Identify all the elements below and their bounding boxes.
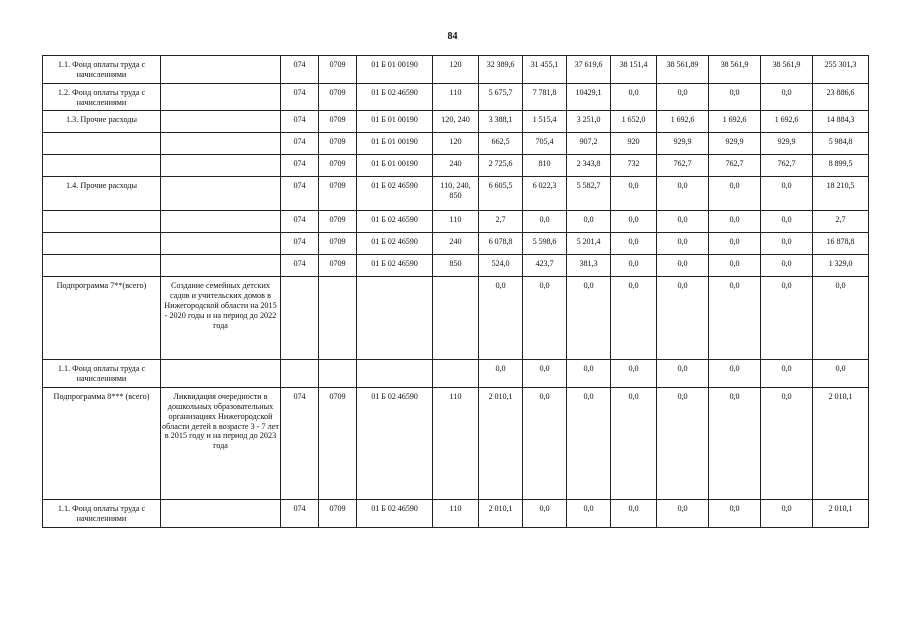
row-name-cell: Подпрограмма 7**(всего)	[43, 277, 161, 360]
year-value-cell: 929,9	[709, 133, 761, 155]
year-value-cell: 0,0	[611, 255, 657, 277]
year-value-cell: 0,0	[567, 500, 611, 528]
year-value-cell: 0,0	[761, 233, 813, 255]
year-value-cell: 0,0	[657, 83, 709, 111]
year-value-cell: 0,0	[657, 500, 709, 528]
expense-type-cell: 110	[433, 500, 479, 528]
target-article-cell	[357, 360, 433, 388]
year-value-cell: 0,0	[761, 500, 813, 528]
row-name-cell	[43, 133, 161, 155]
ministry-code-cell: 074	[281, 56, 319, 84]
ministry-code-cell	[281, 360, 319, 388]
year-value-cell: 0,0	[761, 277, 813, 360]
year-value-cell: 1 692,6	[761, 111, 813, 133]
expense-type-cell: 120	[433, 56, 479, 84]
year-value-cell: 907,2	[567, 133, 611, 155]
section-code-cell: 0709	[319, 56, 357, 84]
year-value-cell: 0,0	[567, 360, 611, 388]
year-value-cell: 2 725,6	[479, 155, 523, 177]
year-value-cell: 0,0	[523, 500, 567, 528]
year-value-cell: 2 010,1	[479, 500, 523, 528]
row-name-cell: 1.3. Прочие расходы	[43, 111, 161, 133]
expense-type-cell: 110, 240, 850	[433, 177, 479, 211]
section-code-cell: 0709	[319, 500, 357, 528]
year-value-cell: 1 652,0	[611, 111, 657, 133]
year-value-cell: 732	[611, 155, 657, 177]
row-description-cell	[161, 83, 281, 111]
year-value-cell: 5 598,6	[523, 233, 567, 255]
target-article-cell: 01 Б 02 46590	[357, 233, 433, 255]
year-value-cell: 6 022,3	[523, 177, 567, 211]
section-code-cell: 0709	[319, 155, 357, 177]
year-value-cell: 0,0	[657, 255, 709, 277]
table-row	[43, 155, 869, 177]
expense-type-cell	[433, 277, 479, 360]
row-name-cell	[43, 255, 161, 277]
row-description-cell	[161, 233, 281, 255]
row-name-cell	[43, 155, 161, 177]
year-value-cell: 0,0	[479, 360, 523, 388]
expense-type-cell: 850	[433, 255, 479, 277]
total-value-cell: 1 329,0	[813, 255, 869, 277]
target-article-cell: 01 Б 01 00190	[357, 133, 433, 155]
year-value-cell: 810	[523, 155, 567, 177]
ministry-code-cell: 074	[281, 111, 319, 133]
row-description-cell: Ликвидация очередности в дошкольных образовательных организациях Нижегородской области детей в возрасте 3 - 7 лет в 2015 году и на период до 2023 года	[161, 388, 281, 500]
row-description-cell	[161, 56, 281, 84]
section-code-cell: 0709	[319, 211, 357, 233]
row-name-cell: 1.2. Фонд оплаты труда с начислениями	[43, 83, 161, 111]
year-value-cell: 0,0	[611, 177, 657, 211]
year-value-cell: 5 201,4	[567, 233, 611, 255]
row-description-cell	[161, 255, 281, 277]
year-value-cell: 1 692,6	[709, 111, 761, 133]
target-article-cell: 01 Б 02 46590	[357, 83, 433, 111]
year-value-cell: 1 692,6	[657, 111, 709, 133]
target-article-cell: 01 Б 02 46590	[357, 177, 433, 211]
year-value-cell: 0,0	[761, 211, 813, 233]
year-value-cell: 38 151,4	[611, 56, 657, 84]
year-value-cell: 762,7	[761, 155, 813, 177]
year-value-cell: 0,0	[709, 255, 761, 277]
expense-type-cell: 120, 240	[433, 111, 479, 133]
table-row	[43, 255, 869, 277]
year-value-cell: 0,0	[709, 83, 761, 111]
year-value-cell: 0,0	[523, 388, 567, 500]
year-value-cell: 0,0	[523, 211, 567, 233]
year-value-cell: 1 515,4	[523, 111, 567, 133]
row-name-cell: 1.4. Прочие расходы	[43, 177, 161, 211]
year-value-cell: 10429,1	[567, 83, 611, 111]
page-number: 84	[447, 31, 458, 42]
year-value-cell: 0,0	[709, 211, 761, 233]
year-value-cell: 2 010,1	[479, 388, 523, 500]
year-value-cell: 920	[611, 133, 657, 155]
year-value-cell: 929,9	[761, 133, 813, 155]
ministry-code-cell	[281, 277, 319, 360]
ministry-code-cell: 074	[281, 211, 319, 233]
section-code-cell: 0709	[319, 177, 357, 211]
ministry-code-cell: 074	[281, 83, 319, 111]
ministry-code-cell: 074	[281, 388, 319, 500]
year-value-cell: 3 388,1	[479, 111, 523, 133]
row-description-cell	[161, 360, 281, 388]
year-value-cell: 0,0	[523, 360, 567, 388]
year-value-cell: 0,0	[761, 388, 813, 500]
total-value-cell: 18 210,5	[813, 177, 869, 211]
total-value-cell: 16 878,8	[813, 233, 869, 255]
year-value-cell: 38 561,9	[761, 56, 813, 84]
year-value-cell: 0,0	[709, 233, 761, 255]
section-code-cell	[319, 277, 357, 360]
expense-type-cell: 110	[433, 211, 479, 233]
year-value-cell: 0,0	[567, 211, 611, 233]
table-row	[43, 388, 869, 500]
year-value-cell: 0,0	[761, 83, 813, 111]
target-article-cell: 01 Б 01 00190	[357, 56, 433, 84]
target-article-cell: 01 Б 02 46590	[357, 388, 433, 500]
year-value-cell: 2 343,8	[567, 155, 611, 177]
year-value-cell: 37 619,6	[567, 56, 611, 84]
year-value-cell: 0,0	[657, 277, 709, 360]
budget-table	[42, 55, 869, 528]
table-row	[43, 111, 869, 133]
year-value-cell: 6 605,5	[479, 177, 523, 211]
row-description-cell	[161, 111, 281, 133]
total-value-cell: 255 301,3	[813, 56, 869, 84]
year-value-cell: 5 675,7	[479, 83, 523, 111]
total-value-cell: 2,7	[813, 211, 869, 233]
ministry-code-cell: 074	[281, 500, 319, 528]
table-row	[43, 177, 869, 211]
section-code-cell: 0709	[319, 255, 357, 277]
section-code-cell	[319, 360, 357, 388]
year-value-cell: 762,7	[657, 155, 709, 177]
total-value-cell: 5 984,8	[813, 133, 869, 155]
expense-type-cell: 110	[433, 388, 479, 500]
table-body	[43, 56, 869, 528]
total-value-cell: 23 886,6	[813, 83, 869, 111]
section-code-cell: 0709	[319, 388, 357, 500]
year-value-cell: 0,0	[709, 388, 761, 500]
year-value-cell: 32 389,6	[479, 56, 523, 84]
target-article-cell: 01 Б 01 00190	[357, 155, 433, 177]
year-value-cell: 0,0	[657, 388, 709, 500]
section-code-cell: 0709	[319, 233, 357, 255]
table-row	[43, 83, 869, 111]
row-name-cell: 1.1. Фонд оплаты труда с начислениями	[43, 360, 161, 388]
table-row	[43, 133, 869, 155]
year-value-cell: 0,0	[709, 277, 761, 360]
section-code-cell: 0709	[319, 83, 357, 111]
row-description-cell	[161, 177, 281, 211]
row-name-cell: Подпрограмма 8*** (всего)	[43, 388, 161, 500]
section-code-cell: 0709	[319, 111, 357, 133]
total-value-cell: 8 899,5	[813, 155, 869, 177]
year-value-cell: 0,0	[657, 177, 709, 211]
row-name-cell: 1.1. Фонд оплаты труда с начислениями	[43, 500, 161, 528]
year-value-cell: 2,7	[479, 211, 523, 233]
table-row	[43, 360, 869, 388]
year-value-cell: 7 781,8	[523, 83, 567, 111]
year-value-cell: 762,7	[709, 155, 761, 177]
year-value-cell: 0,0	[567, 388, 611, 500]
year-value-cell: 0,0	[709, 500, 761, 528]
row-description-cell: Создание семейных детских садов и учительских домов в Нижегородской области на 2015 - 2020 годы и на период до 2022 года	[161, 277, 281, 360]
year-value-cell: 3 251,0	[567, 111, 611, 133]
year-value-cell: 0,0	[611, 500, 657, 528]
row-name-cell	[43, 211, 161, 233]
year-value-cell: 0,0	[611, 277, 657, 360]
year-value-cell: 6 078,8	[479, 233, 523, 255]
row-description-cell	[161, 211, 281, 233]
ministry-code-cell: 074	[281, 177, 319, 211]
target-article-cell	[357, 277, 433, 360]
year-value-cell: 662,5	[479, 133, 523, 155]
expense-type-cell: 240	[433, 233, 479, 255]
total-value-cell: 14 884,3	[813, 111, 869, 133]
year-value-cell: 381,3	[567, 255, 611, 277]
year-value-cell: 5 582,7	[567, 177, 611, 211]
year-value-cell: 38 561,89	[657, 56, 709, 84]
total-value-cell: 0,0	[813, 360, 869, 388]
ministry-code-cell: 074	[281, 255, 319, 277]
year-value-cell: 0,0	[611, 211, 657, 233]
year-value-cell: 423,7	[523, 255, 567, 277]
year-value-cell: 38 561,9	[709, 56, 761, 84]
total-value-cell: 2 010,1	[813, 500, 869, 528]
ministry-code-cell: 074	[281, 155, 319, 177]
table-row	[43, 500, 869, 528]
year-value-cell: 0,0	[611, 360, 657, 388]
table-row	[43, 56, 869, 84]
year-value-cell: 0,0	[761, 255, 813, 277]
expense-type-cell: 240	[433, 155, 479, 177]
year-value-cell: 0,0	[761, 360, 813, 388]
section-code-cell: 0709	[319, 133, 357, 155]
total-value-cell: 2 010,1	[813, 388, 869, 500]
table-row	[43, 233, 869, 255]
year-value-cell: 0,0	[523, 277, 567, 360]
target-article-cell: 01 Б 02 46590	[357, 211, 433, 233]
table-row	[43, 277, 869, 360]
year-value-cell: 0,0	[611, 233, 657, 255]
row-description-cell	[161, 500, 281, 528]
year-value-cell: 0,0	[611, 388, 657, 500]
year-value-cell: 0,0	[657, 233, 709, 255]
row-description-cell	[161, 155, 281, 177]
year-value-cell: 0,0	[657, 360, 709, 388]
row-name-cell: 1.1. Фонд оплаты труда с начислениями	[43, 56, 161, 84]
year-value-cell: 0,0	[709, 360, 761, 388]
target-article-cell: 01 Б 01 00190	[357, 111, 433, 133]
expense-type-cell: 120	[433, 133, 479, 155]
ministry-code-cell: 074	[281, 233, 319, 255]
year-value-cell: 31 455,1	[523, 56, 567, 84]
year-value-cell: 0,0	[567, 277, 611, 360]
year-value-cell: 929,9	[657, 133, 709, 155]
total-value-cell: 0,0	[813, 277, 869, 360]
row-name-cell	[43, 233, 161, 255]
year-value-cell: 0,0	[709, 177, 761, 211]
year-value-cell: 0,0	[761, 177, 813, 211]
row-description-cell	[161, 133, 281, 155]
expense-type-cell	[433, 360, 479, 388]
target-article-cell: 01 Б 02 46590	[357, 255, 433, 277]
expense-type-cell: 110	[433, 83, 479, 111]
year-value-cell: 705,4	[523, 133, 567, 155]
year-value-cell: 524,0	[479, 255, 523, 277]
target-article-cell: 01 Б 02 46590	[357, 500, 433, 528]
year-value-cell: 0,0	[657, 211, 709, 233]
table-row	[43, 211, 869, 233]
year-value-cell: 0,0	[479, 277, 523, 360]
ministry-code-cell: 074	[281, 133, 319, 155]
year-value-cell: 0,0	[611, 83, 657, 111]
